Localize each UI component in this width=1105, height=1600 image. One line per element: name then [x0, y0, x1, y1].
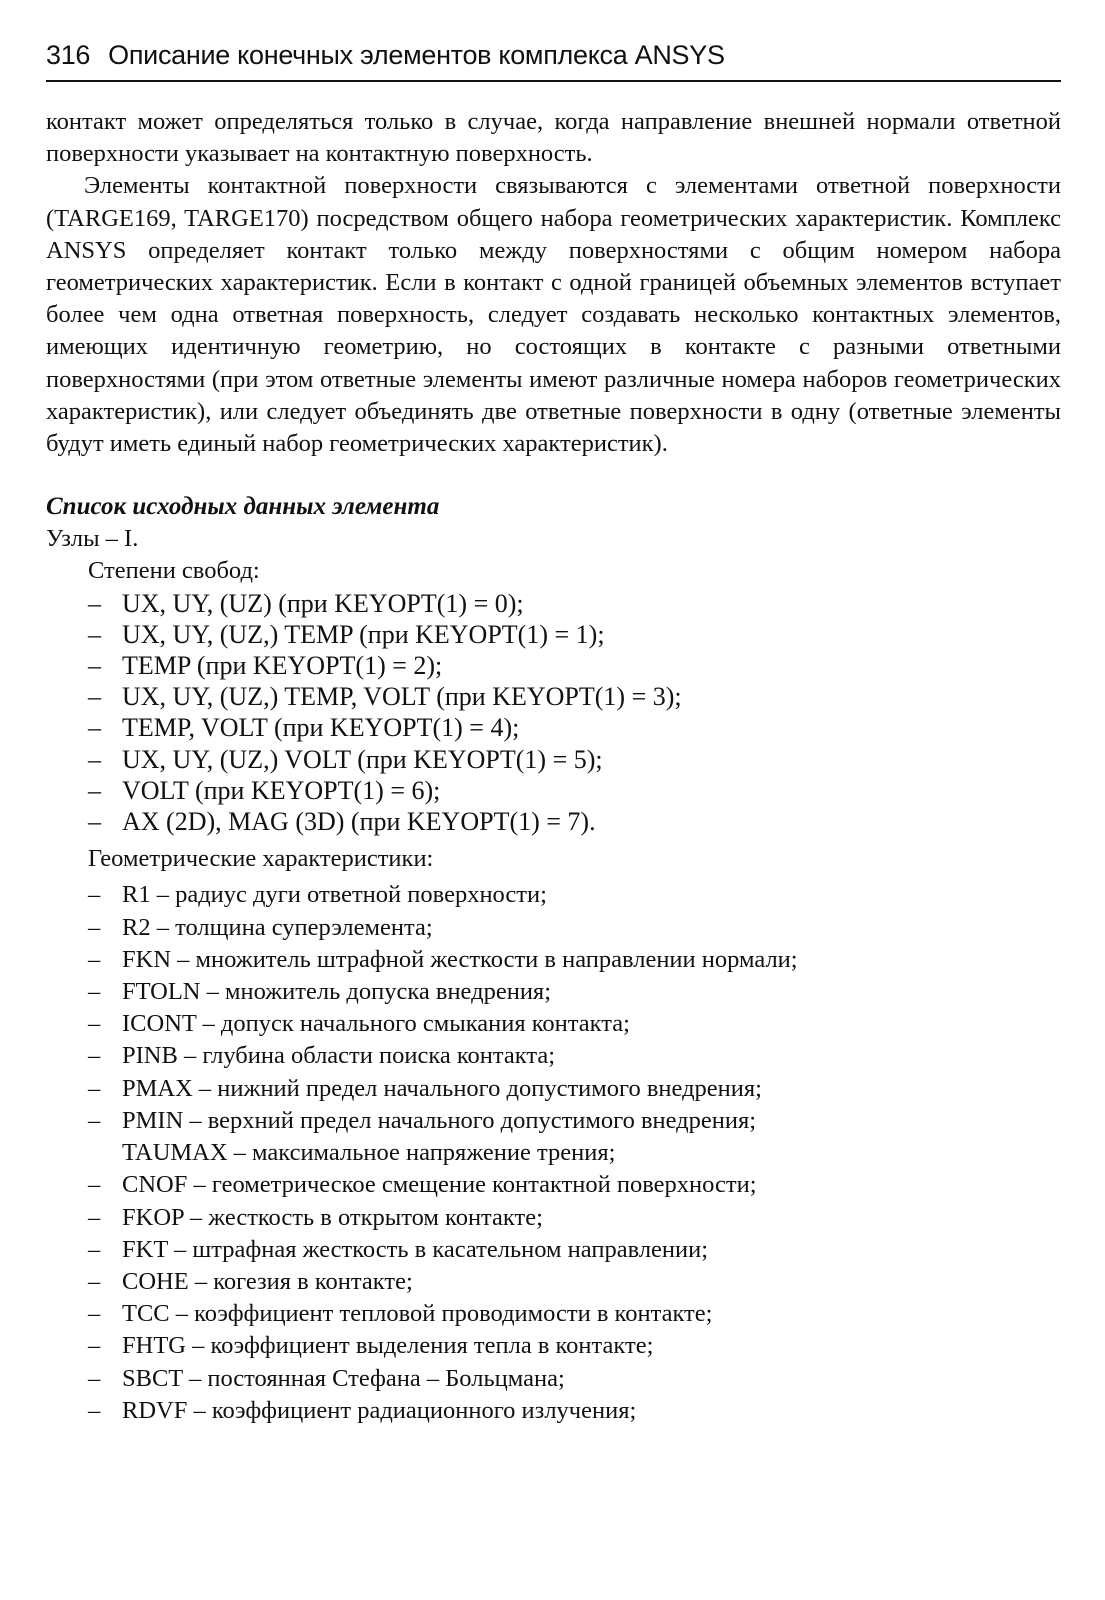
list-item: – SBCT – постоянная Стефана – Больцмана; — [46, 1363, 1061, 1395]
list-item: – TEMP, VOLT (при KEYOPT(1) = 4); — [88, 713, 520, 743]
dash-marker: – — [88, 945, 101, 973]
dash-marker: – — [88, 1300, 101, 1328]
paragraph-continuation: контакт может определяться только в случае, когда направление внешней нормали ответной поверхности указывает на контактную поверхность. — [46, 108, 1061, 168]
dash-marker: – — [88, 775, 101, 805]
list-item: – R2 – толщина суперэлемента; — [46, 912, 1061, 944]
list-item: – FTOLN – множитель допуска внедрения; — [46, 976, 1061, 1008]
geom-list — [46, 879, 1061, 1426]
dash-marker: – — [88, 1332, 101, 1360]
dof-list — [46, 588, 1061, 838]
dash-marker: – — [88, 651, 101, 681]
list-item: – COHE – когезия в контакте; — [46, 1266, 1061, 1298]
list-item: – PMIN – верхний предел начального допустимого внедрения; — [46, 1105, 1061, 1137]
dash-marker: – — [88, 1235, 101, 1263]
list-item: – FHTG – коэффициент выделения тепла в контакте; — [46, 1330, 1061, 1362]
header-rule — [46, 80, 1061, 82]
dash-marker: – — [88, 744, 101, 774]
list-item: – R1 – радиус дуги ответной поверхности; — [46, 879, 1061, 911]
section-title: Список исходных данных элемента — [46, 493, 440, 521]
dash-marker: – — [88, 1010, 101, 1038]
dash-marker: – — [88, 1171, 101, 1199]
list-item: – UX, UY, (UZ,) TEMP (при KEYOPT(1) = 1); — [88, 619, 605, 649]
dash-marker: – — [88, 1106, 101, 1134]
list-item: – AX (2D), MAG (3D) (при KEYOPT(1) = 7). — [88, 807, 596, 837]
running-header — [46, 38, 1061, 72]
list-item: – UX, UY, (UZ,) TEMP, VOLT (при KEYOPT(1) = 3); — [88, 682, 682, 712]
running-title: Описание конечных элементов комплекса ANSYS — [108, 40, 725, 70]
geom-heading: Геометрические характеристики: — [88, 845, 434, 873]
dash-marker: – — [88, 619, 101, 649]
list-item: – PMAX – нижний предел начального допустимого внедрения; — [46, 1073, 1061, 1105]
list-item: TAUMAX – максимальное напряжение трения; — [122, 1139, 616, 1167]
dof-heading: Степени свобод: — [88, 557, 260, 585]
dash-marker: – — [88, 1267, 101, 1295]
paragraph-contact-elements: Элементы контактной поверхности связываются с элементами ответной поверхности (TARGE169, TARGE170) посредством общего набора геометрических характеристик. Комплекс ANSYS определяет контакт только между поверхностями с общим номером набора геометрических характеристик. Если в контакт с одной границей объемных элементов вступает более чем одна ответная поверхность, следует создавать несколько контактных элементов, имеющих идентичную геометрию, но состоящих в контакте с разными ответными поверхностями (при этом ответные элементы имеют различные номера наборов геометрических характеристик), или следует объединять две ответные поверхности в одну (ответные элементы будут иметь единый набор геометрических характеристик). — [46, 172, 1061, 458]
list-item: – TEMP (при KEYOPT(1) = 2); — [88, 651, 443, 681]
dash-marker: – — [88, 978, 101, 1006]
dash-marker: – — [88, 913, 101, 941]
list-item: – TCC – коэффициент тепловой проводимости в контакте; — [46, 1298, 1061, 1330]
page-body — [46, 106, 1061, 1427]
dash-marker: – — [88, 807, 101, 837]
dash-marker: – — [88, 1203, 101, 1231]
dash-marker: – — [88, 1074, 101, 1102]
list-item: – UX, UY, (UZ) (при KEYOPT(1) = 0); — [88, 588, 524, 618]
dash-marker: – — [88, 1396, 101, 1424]
list-item: – FKOP – жесткость в открытом контакте; — [46, 1202, 1061, 1234]
list-item: – RDVF – коэффициент радиационного излучения; — [46, 1395, 1061, 1427]
nodes-line: Узлы – I. — [46, 525, 139, 553]
dash-marker: – — [88, 682, 101, 712]
list-item: – VOLT (при KEYOPT(1) = 6); — [88, 775, 441, 805]
list-item: – CNOF – геометрическое смещение контактной поверхности; — [46, 1169, 1061, 1201]
dash-marker: – — [88, 588, 101, 618]
dash-marker: – — [88, 1364, 101, 1392]
list-item: – FKT – штрафная жесткость в касательном направлении; — [46, 1234, 1061, 1266]
dash-marker: – — [88, 881, 101, 909]
list-item: – ICONT – допуск начального смыкания контакта; — [46, 1008, 1061, 1040]
dash-marker: – — [88, 1042, 101, 1070]
page-number: 316 — [46, 40, 91, 70]
list-item: – UX, UY, (UZ,) VOLT (при KEYOPT(1) = 5); — [88, 744, 603, 774]
list-item: – PINB – глубина области поиска контакта; — [46, 1040, 1061, 1072]
list-item: – FKN – множитель штрафной жесткости в направлении нормали; — [46, 944, 1061, 976]
dash-marker: – — [88, 713, 101, 743]
